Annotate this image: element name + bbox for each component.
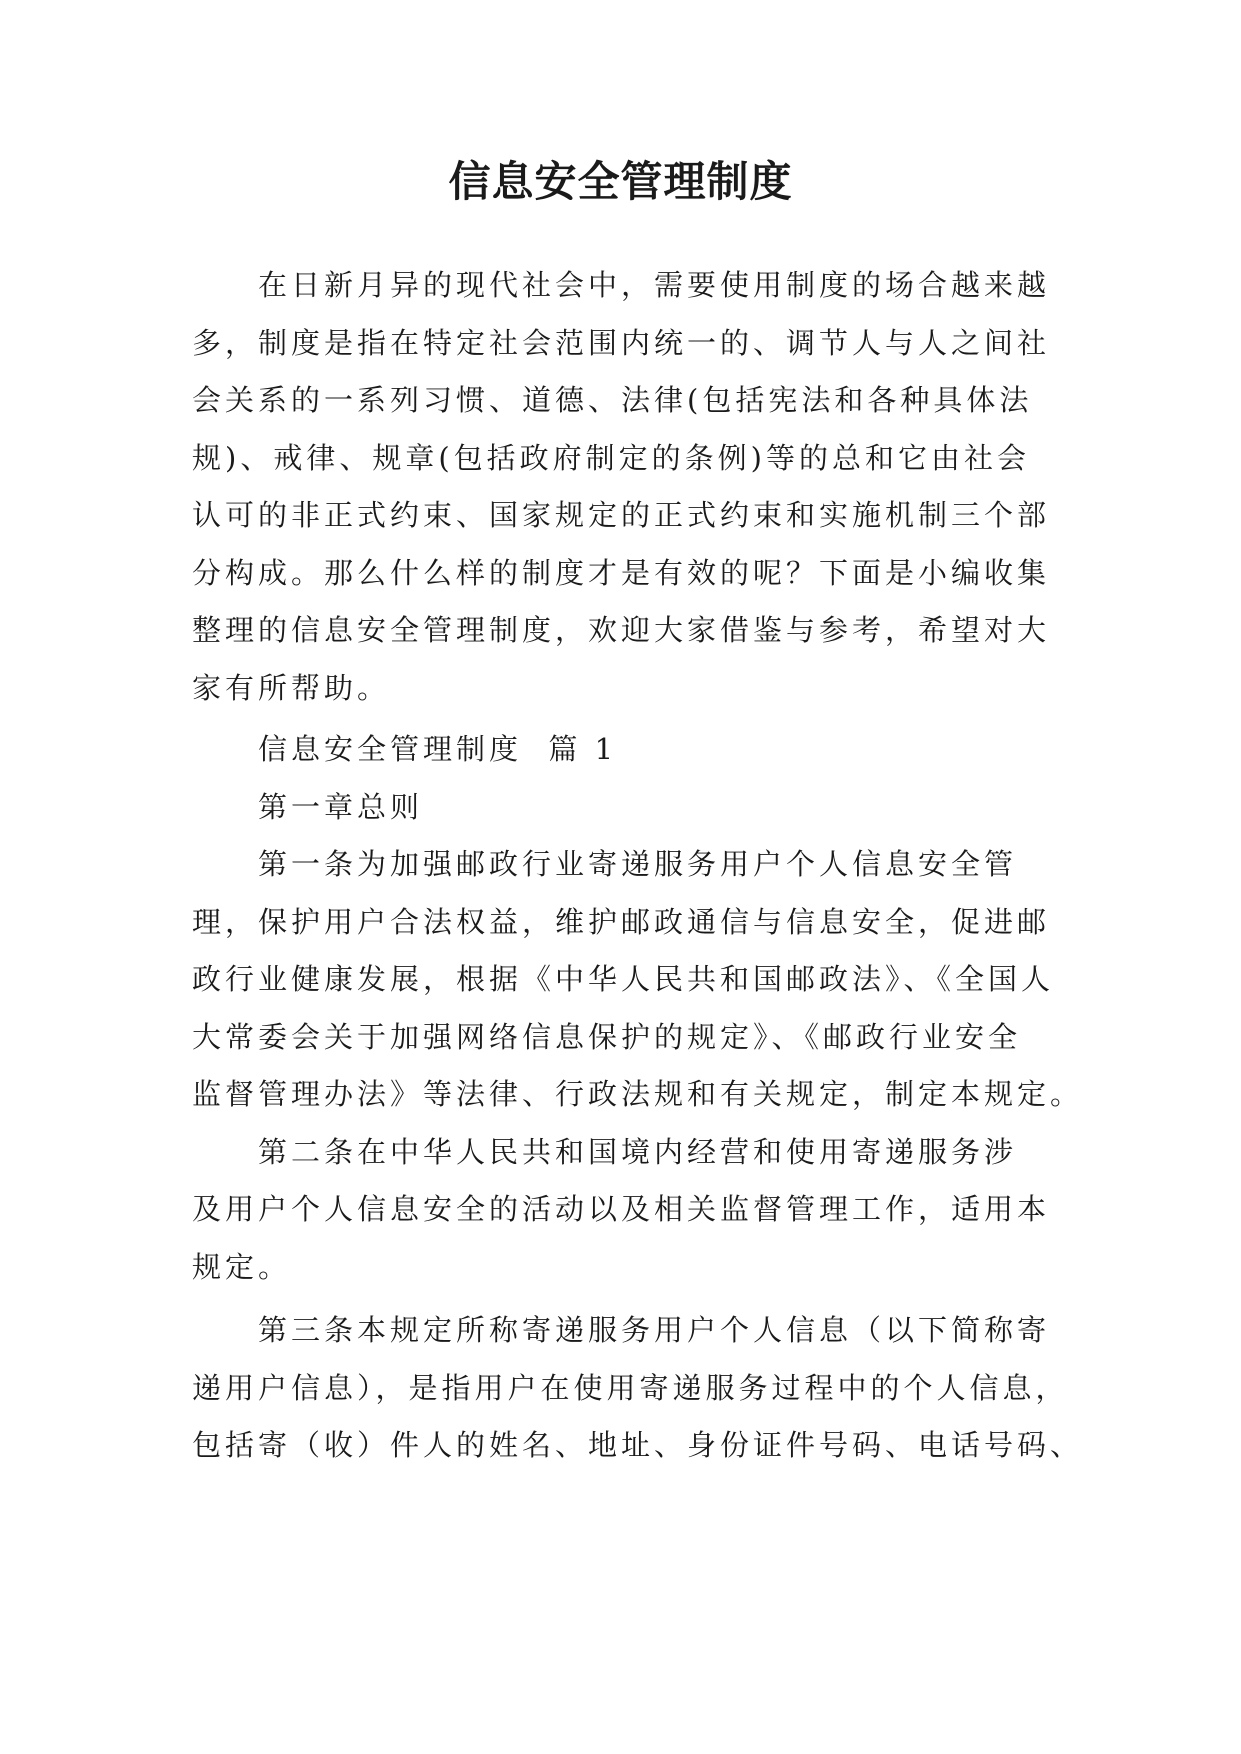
article-line: 第三条本规定所称寄递服务用户个人信息（以下简称寄 — [258, 1313, 1051, 1347]
section-heading: 信息安全管理制度 篇 1 — [258, 732, 618, 766]
article3-block — [192, 1302, 1084, 1475]
intro-line: 认可的非正式约束、国家规定的正式约束和实施机制三个部 — [192, 498, 1051, 532]
article-line: 监督管理办法》等法律、行政法规和有关规定，制定本规定。 — [192, 1077, 1084, 1111]
document-title: 信息安全管理制度 — [448, 157, 793, 206]
intro-line: 在日新月异的现代社会中，需要使用制度的场合越来越 — [258, 268, 1051, 302]
section-block — [192, 721, 1084, 1296]
chapter-heading: 第一章总则 — [258, 789, 424, 824]
article-line: 政行业健康发展，根据《中华人民共和国邮政法》、《全国人 — [192, 962, 1055, 996]
article-line: 及用户个人信息安全的活动以及相关监督管理工作，适用本 — [192, 1192, 1051, 1226]
intro-line: 规)、戒律、规章(包括政府制定的条例)等的总和它由社会 — [192, 440, 1030, 475]
intro-line: 整理的信息安全管理制度，欢迎大家借鉴与参考，希望对大 — [192, 613, 1051, 647]
article-line: 大常委会关于加强网络信息保护的规定》、《邮政行业安全 — [192, 1019, 1022, 1054]
article-line: 理，保护用户合法权益，维护邮政通信与信息安全，促进邮 — [192, 904, 1051, 939]
article-line: 递用户信息），是指用户在使用寄递服务过程中的个人信息， — [192, 1370, 1069, 1405]
article-line: 包括寄（收）件人的姓名、地址、身份证件号码、电话号码、 — [192, 1428, 1084, 1462]
intro-line: 家有所帮助。 — [192, 670, 391, 705]
intro-line: 会关系的一系列习惯、道德、法律(包括宪法和各种具体法 — [192, 383, 1033, 417]
article-line: 规定。 — [192, 1249, 292, 1284]
intro-line: 多，制度是指在特定社会范围内统一的、调节人与人之间社 — [192, 325, 1051, 360]
intro-line: 分构成。那么什么样的制度才是有效的呢？下面是小编收集 — [192, 555, 1051, 590]
article-line: 第一条为加强邮政行业寄递服务用户个人信息安全管 — [258, 847, 1018, 881]
intro-paragraph — [192, 257, 1052, 717]
article-line: 第二条在中华人民共和国境内经营和使用寄递服务涉 — [258, 1134, 1018, 1169]
